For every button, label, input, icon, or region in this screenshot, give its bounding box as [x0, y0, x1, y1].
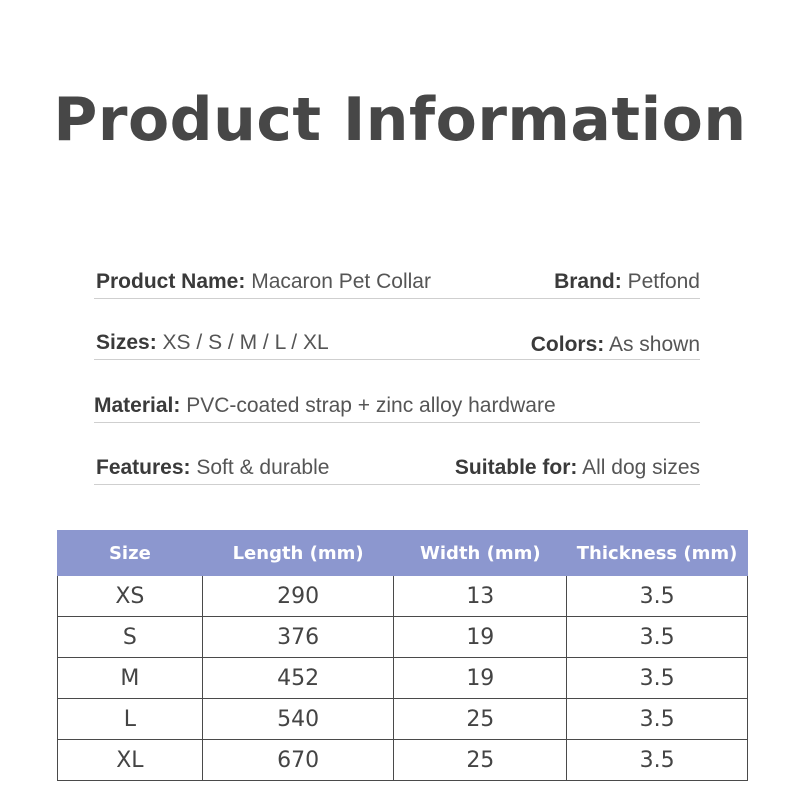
features-label: Features: [96, 456, 191, 479]
header-length: Length (mm) [202, 531, 394, 576]
info-row-name-brand [94, 264, 700, 299]
material-field [94, 394, 556, 418]
table-header-row [58, 531, 748, 576]
table-cell-width: 19 [394, 658, 567, 699]
table-cell-thickness: 3.5 [567, 576, 748, 617]
product-name-field [96, 270, 431, 294]
table-cell-size: XS [58, 576, 203, 617]
info-row-material [94, 388, 700, 423]
features-field [96, 456, 329, 480]
table-row [58, 576, 748, 617]
table-cell-size: L [58, 699, 203, 740]
table-cell-length: 540 [202, 699, 394, 740]
suitable-value: All dog sizes [582, 456, 700, 479]
info-row-features-suitable [94, 450, 700, 485]
brand-value: Petfond [627, 270, 700, 293]
sizes-label: Sizes: [96, 331, 157, 354]
table-row [58, 658, 748, 699]
table-cell-length: 670 [202, 740, 394, 781]
header-width: Width (mm) [394, 531, 567, 576]
table-cell-thickness: 3.5 [567, 658, 748, 699]
table-cell-thickness: 3.5 [567, 617, 748, 658]
table-row [58, 740, 748, 781]
product-name-value: Macaron Pet Collar [251, 270, 431, 293]
material-value: PVC-coated strap + zinc alloy hardware [186, 394, 556, 417]
table-cell-length: 376 [202, 617, 394, 658]
table-cell-width: 13 [394, 576, 567, 617]
header-size: Size [58, 531, 203, 576]
brand-field [554, 270, 700, 294]
colors-label: Colors: [530, 333, 605, 356]
info-row-sizes-colors [94, 325, 700, 360]
colors-value: As shown [608, 333, 700, 356]
suitable-field [455, 456, 700, 480]
table-cell-thickness: 3.5 [567, 740, 748, 781]
table-cell-length: 290 [202, 576, 394, 617]
table-row [58, 617, 748, 658]
sizes-field [96, 331, 329, 355]
material-label: Material: [94, 394, 181, 417]
table-cell-size: M [58, 658, 203, 699]
suitable-label: Suitable for: [454, 456, 578, 479]
sizes-value: XS / S / M / L / XL [162, 331, 329, 354]
features-value: Soft & durable [196, 456, 330, 479]
colors-field [531, 333, 700, 357]
table-cell-size: S [58, 617, 203, 658]
table-cell-width: 19 [394, 617, 567, 658]
table-cell-length: 452 [202, 658, 394, 699]
brand-label: Brand: [554, 270, 622, 293]
product-name-label: Product Name: [96, 270, 246, 293]
header-thickness: Thickness (mm) [567, 531, 748, 576]
page-title: Product Information [53, 85, 747, 155]
table-cell-width: 25 [394, 699, 567, 740]
table-cell-size: XL [58, 740, 203, 781]
table-row [58, 699, 748, 740]
table-cell-thickness: 3.5 [567, 699, 748, 740]
size-table [57, 530, 748, 781]
table-cell-width: 25 [394, 740, 567, 781]
